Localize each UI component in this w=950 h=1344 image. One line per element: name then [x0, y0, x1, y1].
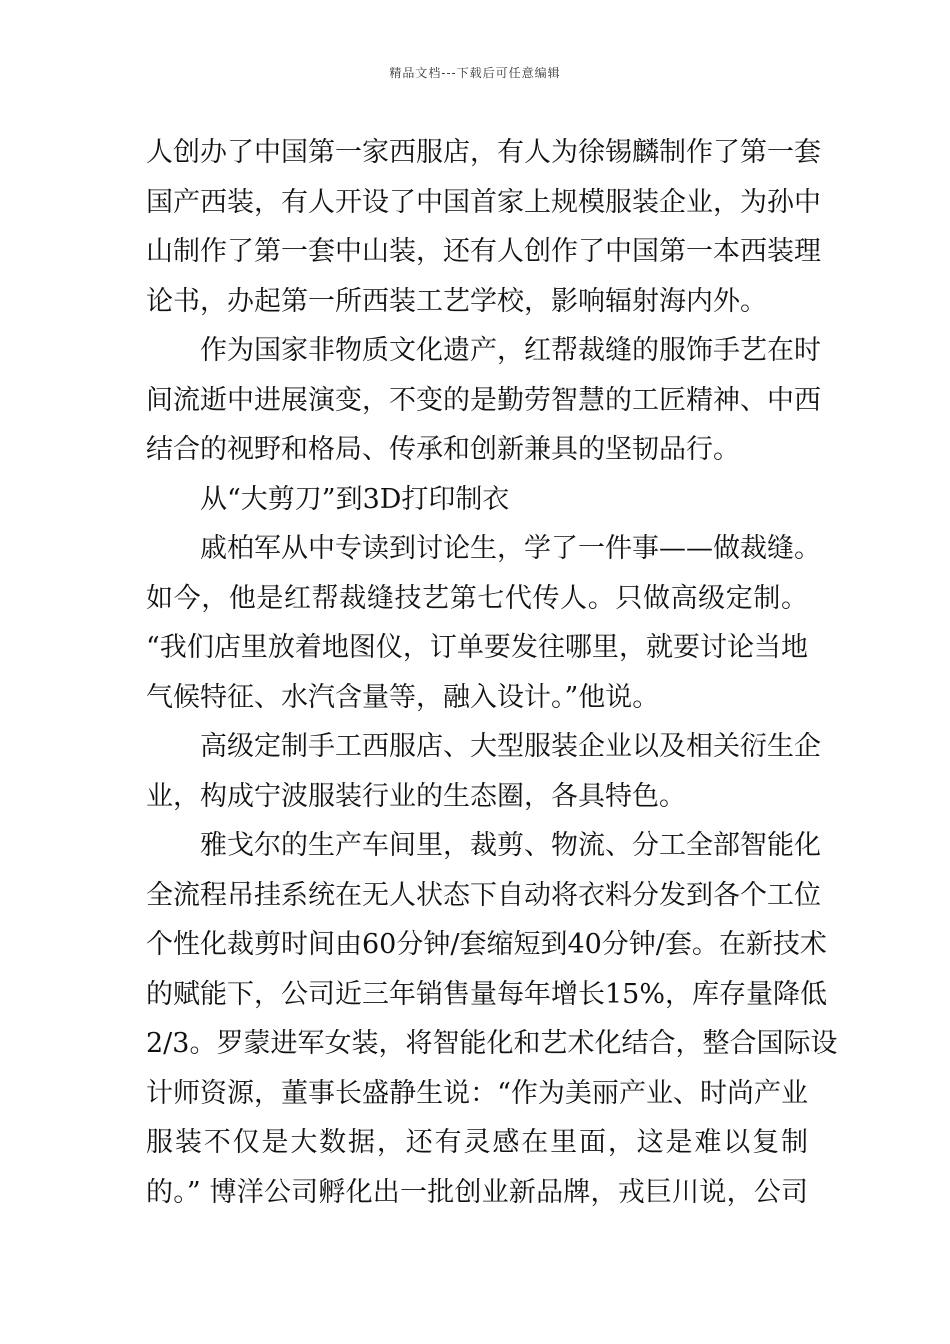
document-body: [146, 128, 838, 1217]
text-line: 结合的视野和格局、传承和创新兼具的坚韧品行。: [146, 434, 740, 465]
text-line: 高级定制手工西服店、大型服装企业以及相关衍生企: [200, 731, 821, 762]
text-line: 论书，办起第一所西装工艺学校，影响辐射海内外。: [146, 285, 767, 317]
text-line: 雅戈尔的生产车间里，裁剪、物流、分工全部智能化: [200, 830, 821, 861]
text-line: 服装不仅是大数据，还有灵感在里面，这是难以复制: [146, 1127, 808, 1158]
text-line: 业，构成宁波服装行业的生态圈，各具特色。: [146, 780, 686, 812]
text-line: 全流程吊挂系统在无人状态下自动将衣料分发到各个工位: [146, 879, 821, 911]
text-line: 计师资源，董事长盛静生说：“作为美丽产业、时尚产业: [146, 1077, 808, 1109]
text-line: 2/3。罗蒙进军女装，将智能化和艺术化结合，整合国际设: [146, 1028, 838, 1059]
text-line: 气候特征、水汽含量等，融入设计。”他说。: [146, 681, 660, 713]
text-line: 山制作了第一套中山装，还有人创作了中国第一本西装理: [146, 236, 821, 267]
text-line: 个性化裁剪时间由60分钟/套缩短到40分钟/套。在新技术: [146, 929, 827, 960]
text-line: 国产西装，有人开设了中国首家上规模服装企业，为孙中: [146, 186, 821, 218]
text-line: 如今，他是红帮裁缝技艺第七代传人。只做高级定制。: [146, 582, 808, 614]
text-line: 人创办了中国第一家西服店，有人为徐锡麟制作了第一套: [146, 137, 821, 168]
text-line: “我们店里放着地图仪，订单要发往哪里，就要讨论当地: [146, 632, 808, 663]
text-line: 的赋能下，公司近三年销售量每年增长15%，库存量降低: [146, 978, 828, 1010]
text-line: 间流逝中进展演变，不变的是勤劳智慧的工匠精神、中西: [146, 384, 821, 416]
text-line: 的。” 博洋公司孵化出一批创业新品牌，戎巨川说，公司: [146, 1176, 808, 1208]
page-header: 精品文档---下载后可任意编辑: [389, 66, 561, 80]
text-line: 戚柏军从中专读到讨论生，学了一件事——做裁缝。: [200, 533, 821, 564]
text-line: 作为国家非物质文化遗产，红帮裁缝的服饰手艺在时: [200, 335, 821, 366]
section-heading: 从“大剪刀”到3D打印制衣: [200, 483, 510, 515]
